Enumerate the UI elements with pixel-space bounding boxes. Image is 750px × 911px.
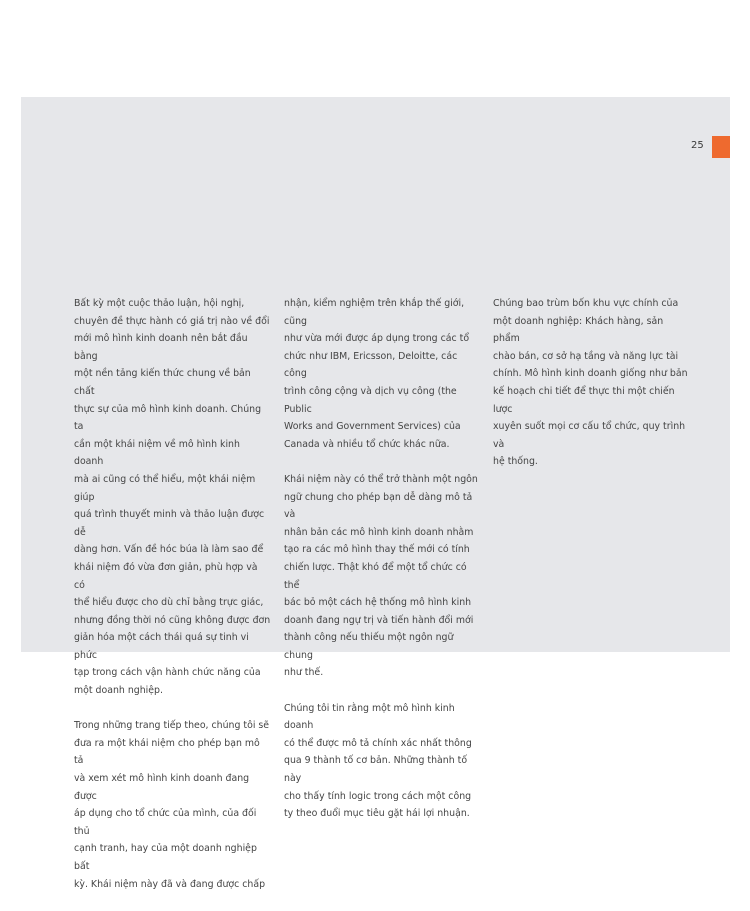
text-line: doanh đang ngự trị và tiến hành đổi mới (284, 614, 474, 626)
text-line: mới mô hình kinh doanh nên bắt đầu bằng (74, 333, 248, 362)
text-line: Khái niệm này có thể trở thành một ngôn (284, 473, 478, 485)
text-line: một doanh nghiệp: Khách hàng, sản phẩm (493, 315, 664, 345)
text-line: tạp trong cách vận hành chức năng của (74, 667, 261, 679)
text-line: như thế. (284, 667, 324, 679)
text-line: qua 9 thành tố cơ bản. Những thành tố này (284, 755, 468, 785)
text-line: Canada và nhiều tổ chức khác nữa. (284, 438, 450, 450)
text-column-1 (74, 295, 271, 911)
paragraph (284, 295, 481, 453)
text-line: ngữ chung cho phép bạn dễ dàng mô tả và (284, 491, 473, 521)
text-line: và xem xét mô hình kinh doanh đang được (74, 773, 250, 802)
paragraph (74, 717, 271, 893)
text-line: thể hiểu được cho dù chỉ bằng trực giác, (74, 597, 264, 609)
paragraph (284, 700, 481, 823)
text-column-2 (284, 295, 481, 840)
text-line: cho thấy tính logic trong cách một công (284, 790, 472, 802)
text-line: Bất kỳ một cuộc thảo luận, hội nghị, (74, 298, 245, 309)
text-line: ty theo đuổi mục tiêu gặt hái lợi nhuận. (284, 808, 470, 820)
text-line: Works and Government Services) của (284, 421, 461, 433)
text-line: một nền tảng kiến thức chung về bản chất (74, 368, 251, 397)
page-accent-tab (712, 136, 730, 158)
text-line: nhưng đồng thời nó cũng không được đơn (74, 614, 271, 626)
text-line: áp dụng cho tổ chức của mình, của đối thủ (74, 808, 257, 837)
book-page (21, 97, 730, 890)
text-line: giản hóa một cách thái quá sự tinh vi phức (74, 632, 249, 661)
text-line: Chúng tôi tin rằng một mô hình kinh doanh (284, 702, 455, 732)
text-line: chuyên đề thực hành có giá trị nào về đổi (74, 315, 270, 327)
text-line: khái niệm đó vừa đơn giản, phù hợp và có (74, 561, 258, 591)
text-line: cạnh tranh, hay của một doanh nghiệp bất (74, 843, 257, 872)
text-line: dàng hơn. Vấn đề hóc búa là làm sao để (74, 544, 264, 556)
text-line: như vừa mới được áp dụng trong các tổ (284, 333, 470, 345)
text-line: Trong những trang tiếp theo, chúng tôi sẽ (74, 720, 270, 732)
text-line: cần một khái niệm về mô hình kinh doanh (74, 438, 240, 468)
text-line: hệ thống. (493, 456, 538, 468)
text-line: xuyên suốt mọi cơ cấu tổ chức, quy trình và (493, 421, 686, 450)
text-line: đưa ra một khái niệm cho phép bạn mô tả (74, 737, 260, 767)
text-line: trình công cộng và dịch vụ công (the Public (284, 385, 457, 415)
paragraph (493, 295, 690, 471)
text-line: mà ai cũng có thể hiểu, một khái niệm giúp (74, 473, 256, 503)
text-line: một doanh nghiệp. (74, 685, 163, 697)
text-line: Chúng bao trùm bốn khu vực chính của (493, 298, 679, 309)
text-line: thành công nếu thiếu một ngôn ngữ chung (284, 632, 454, 661)
text-line: chức như IBM, Ericsson, Deloitte, các công (284, 350, 458, 380)
text-line: thực sự của mô hình kinh doanh. Chúng ta (74, 403, 262, 433)
text-line: có thể được mô tả chính xác nhất thông (284, 737, 472, 749)
text-line: chính. Mô hình kinh doanh giống như bản (493, 368, 688, 380)
text-line: nhân bản các mô hình kinh doanh nhằm (284, 526, 474, 538)
paragraph (284, 471, 481, 682)
text-line: nhận, kiểm nghiệm trên khắp thế giới, cũng (284, 298, 465, 327)
text-line: chào bán, cơ sở hạ tầng và năng lực tài (493, 350, 679, 362)
text-line: tạo ra các mô hình thay thế mới có tính (284, 544, 470, 556)
text-line: bác bỏ một cách hệ thống mô hình kinh (284, 597, 472, 609)
text-line: kỳ. Khái niệm này đã và đang được chấp (74, 878, 266, 890)
text-column-3 (493, 295, 690, 489)
paragraph (74, 295, 271, 700)
page-number: 25 (691, 140, 704, 151)
text-line: chiến lược. Thật khó để một tổ chức có thể (284, 561, 467, 591)
text-line: kế hoạch chi tiết để thực thi một chiến lược (493, 385, 675, 415)
text-line: quá trình thuyết minh và thảo luận được dễ (74, 509, 265, 538)
